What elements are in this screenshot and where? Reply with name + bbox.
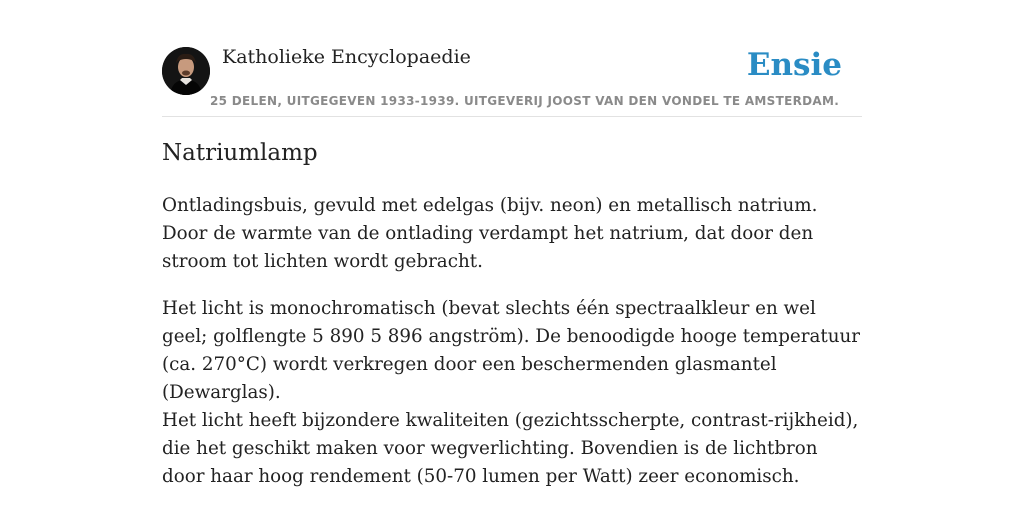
publication-header: [162, 0, 862, 117]
article-paragraph-1: Ontladingsbuis, gevuld met edelgas (bijv. neon) en metallisch natrium. Door de warmte van de ontlading verdampt het natrium, dat door den stroom tot lichten wordt gebracht.: [162, 195, 818, 272]
portrait-avatar-icon[interactable]: [162, 47, 210, 95]
brand-logo[interactable]: Ensie: [746, 47, 842, 83]
article-paragraph-3: Het licht heeft bijzondere kwaliteiten (gezichtsscherpte, contrast-rijkheid), die het geschikt maken voor wegverlichting. Bovendien is de lichtbron door haar hoog rendement (50-70 lumen per Watt) zeer economisch.: [162, 410, 859, 487]
article-paragraph-2: Het licht is monochromatisch (bevat slechts één spectraalkleur en wel geel; golflengte 5 890 5 896 angström). De benoodigde hooge temperatuur (ca. 270°C) wordt verkregen door een beschermenden glasmantel (Dewarglas).: [162, 298, 860, 403]
publication-title[interactable]: Katholieke Encyclopaedie: [222, 46, 471, 68]
page-container: [162, 0, 862, 487]
article-title: Natriumlamp: [162, 140, 318, 166]
publication-subtitle: 25 DELEN, UITGEGEVEN 1933-1939. UITGEVERIJ JOOST VAN DEN VONDEL TE AMSTERDAM.: [210, 94, 840, 108]
